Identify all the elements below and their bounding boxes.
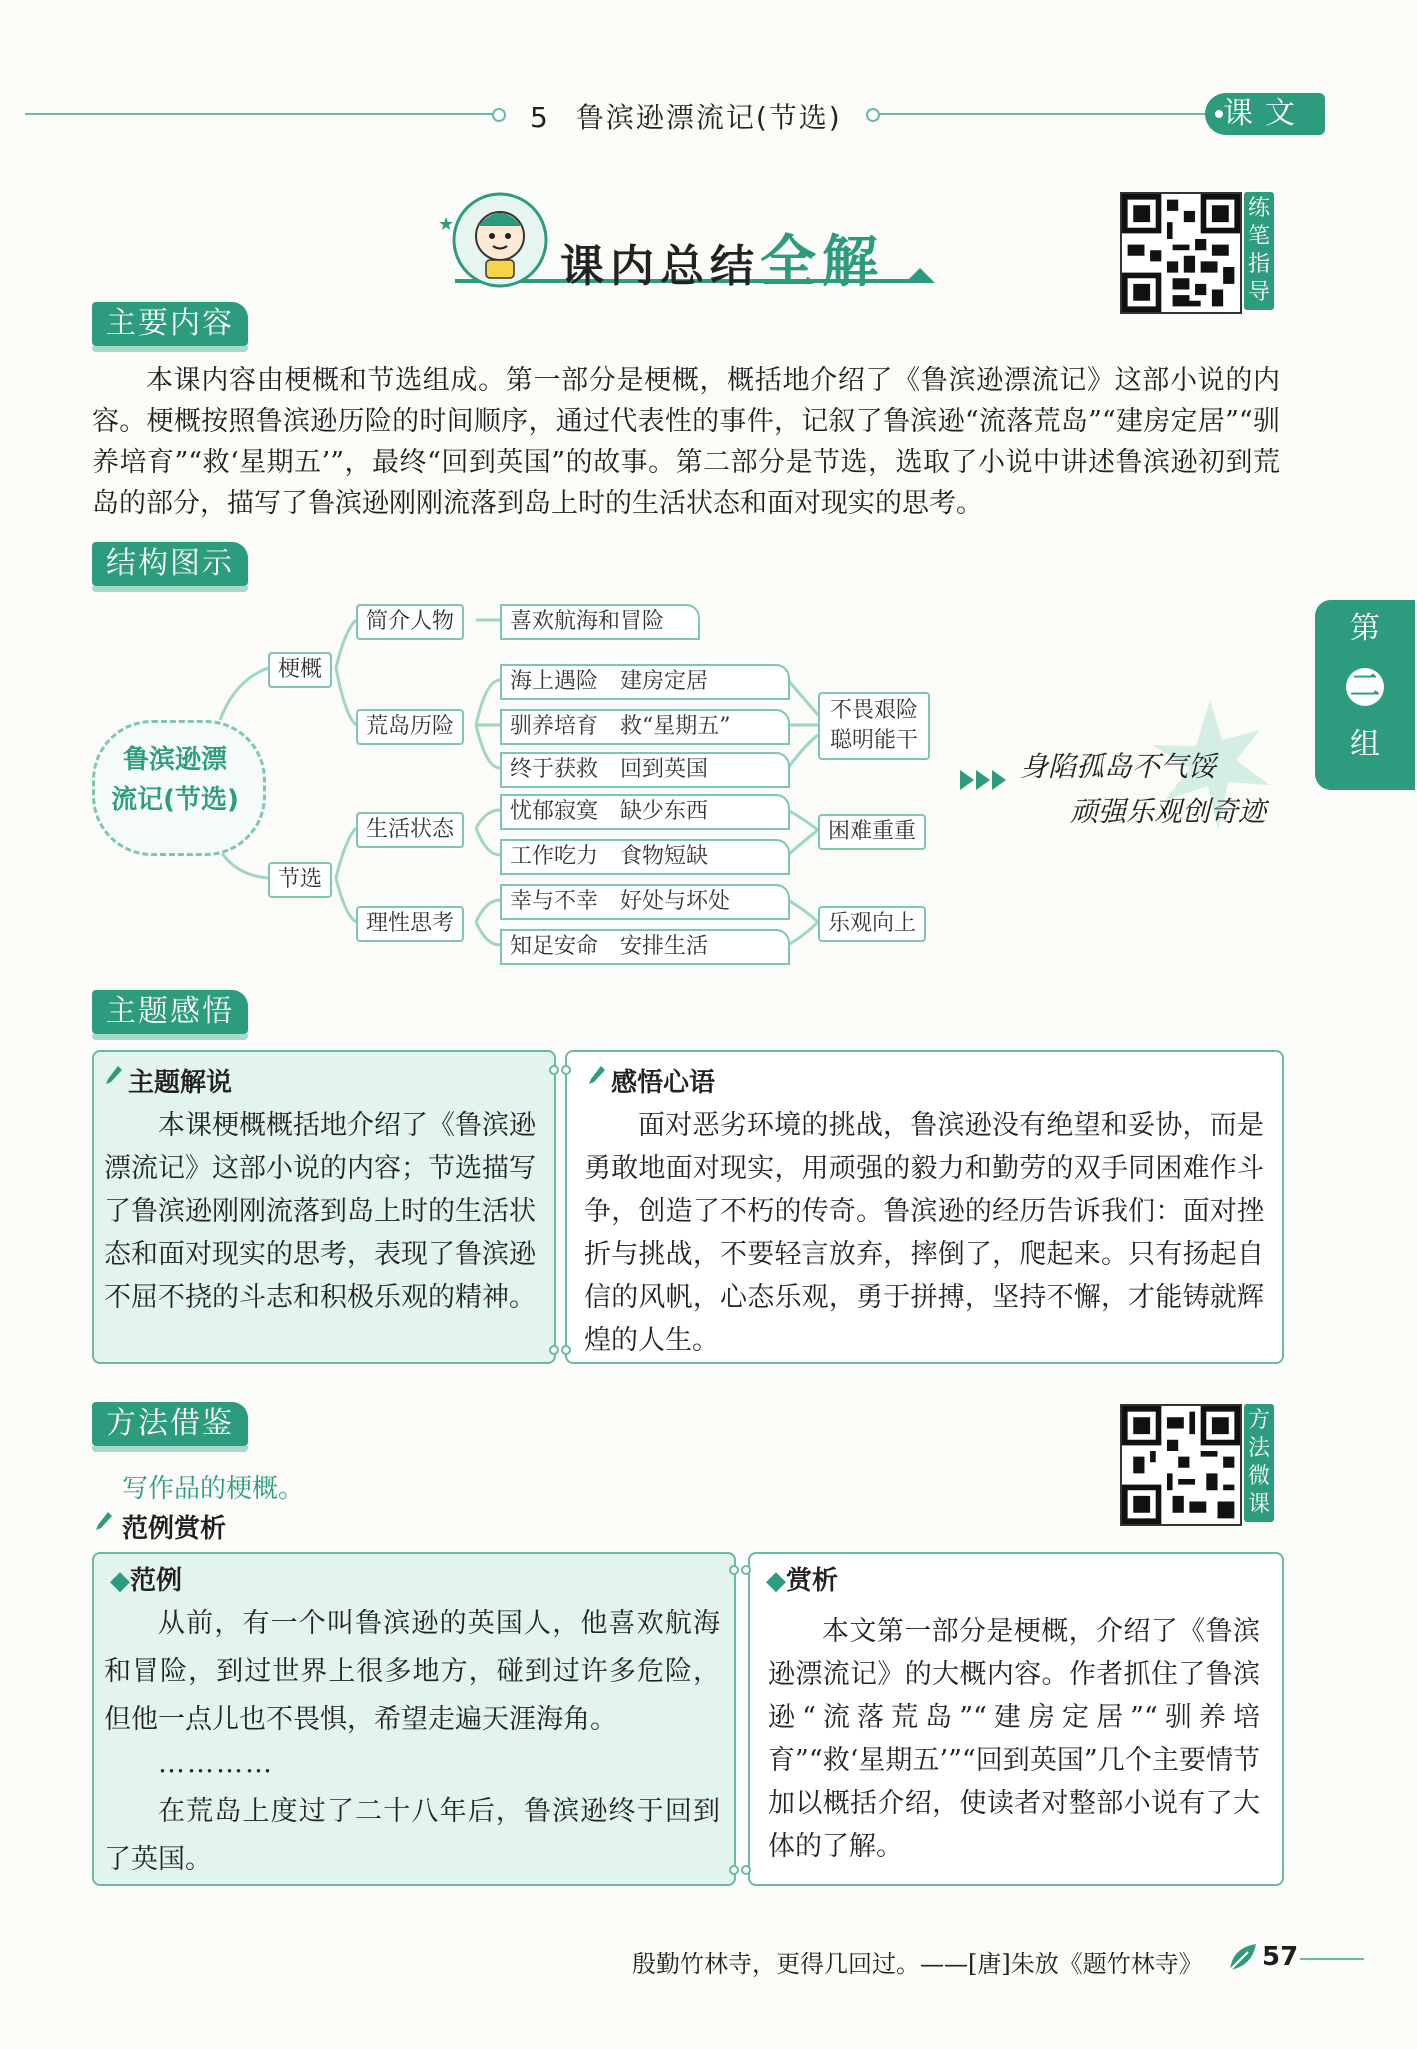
sub-island-adventure: 荒岛历险 — [356, 709, 464, 745]
example-title-text: 范例 — [130, 1566, 183, 1596]
unit-tab-number: 二 — [1346, 668, 1384, 706]
footer-rule — [1300, 1958, 1364, 1960]
sub-rational-thinking: 理性思考 — [356, 906, 464, 942]
qr-label-bottom: 方法微课 — [1244, 1404, 1274, 1522]
page-number: 57 — [1262, 1942, 1299, 1972]
branch-synopsis: 梗概 — [268, 652, 332, 688]
structure-root-line2: 流记(节选) — [111, 785, 239, 815]
theme-left-text: 本课梗概概括地介绍了《鲁滨逊漂流记》这部小说的内容；节选描写了鲁滨逊刚刚流落到岛上时的生活状态和面对现实的思考，表现了鲁滨逊不屈不挠的斗志和积极乐观的精神。 — [104, 1110, 536, 1313]
leaf-node: 终于获救 回到英国 — [500, 752, 790, 788]
sub-living-state: 生活状态 — [356, 812, 464, 848]
banner-title-normal: 课内总结 — [560, 241, 760, 292]
leaf-node: 工作吃力 食物短缺 — [500, 839, 790, 875]
pen-icon — [94, 1510, 114, 1534]
leaf-node: 幸与不幸 好处与坏处 — [500, 884, 790, 920]
diamond-icon: ◆ — [766, 1566, 786, 1596]
example-text-2: 在荒岛上度过了二十八年后，鲁滨逊终于回到了英国。 — [104, 1796, 720, 1875]
pen-icon — [587, 1064, 607, 1088]
diamond-icon: ◆ — [110, 1566, 130, 1596]
leaf-icon — [1226, 1940, 1260, 1974]
leaf-node: 喜欢航海和冒险 — [500, 604, 700, 640]
banner-title-emphasis: 全解 — [760, 230, 884, 295]
slogan-line-2: 顽强乐观创奇迹 — [1070, 795, 1267, 828]
section-tag-main-content: 主要内容 — [92, 302, 248, 346]
analysis-title — [766, 1560, 838, 1597]
example-title — [110, 1560, 182, 1597]
lesson-type-badge: 课文 — [1205, 93, 1325, 135]
analysis-text: 本文第一部分是梗概，介绍了《鲁滨逊漂流记》的大概内容。作者抓住了鲁滨逊“流落荒岛”“建房定居”“驯养培育”“救‘星期五’”“回到英国”几个主要情节加以概括介绍，使读者对整部小说有了大体的了解。 — [768, 1616, 1260, 1862]
leaf-node: 忧郁寂寞 缺少东西 — [500, 794, 790, 830]
theme-right-title: 感悟心语 — [611, 1068, 716, 1098]
branch-excerpt: 节选 — [268, 862, 332, 898]
example-ellipsis: ………… — [158, 1748, 274, 1779]
lesson-title-text: 鲁滨逊漂流记(节选) — [575, 101, 842, 134]
qr-label-top: 练笔指导 — [1244, 192, 1274, 310]
lesson-number: 5 — [530, 101, 550, 134]
section-tag-theme: 主题感悟 — [92, 990, 248, 1034]
leaf-node: 知足安命 安排生活 — [500, 929, 790, 965]
pen-icon — [104, 1064, 124, 1088]
qr-code-icon[interactable] — [1120, 1404, 1242, 1526]
sub-character-intro: 简介人物 — [356, 604, 464, 640]
leaf-node: 驯养培育 救“星期五” — [500, 709, 790, 745]
theme-right-text: 面对恶劣环境的挑战，鲁滨逊没有绝望和妥协，而是勇敢地面对现实，用顽强的毅力和勤劳的双手同困难作斗争，创造了不朽的传奇。鲁滨逊的经历告诉我们：面对挫折与挑战，不要轻言放弃，摔倒了，爬起来。只有扬起自信的风帆，心态乐观，勇于拼搏，坚持不懈，才能铸就辉煌的人生。 — [584, 1110, 1264, 1356]
analysis-title-text: 赏析 — [786, 1566, 839, 1596]
main-content-text: 本课内容由梗概和节选组成。第一部分是梗概，概括地介绍了《鲁滨逊漂流记》这部小说的内容。梗概按照鲁滨逊历险的时间顺序，通过代表性的事件，记叙了鲁滨逊“流落荒岛”“建房定居”“驯养培育”“救‘星期五’”，最终“回到英国”的故事。第二部分是节选，选取了小说中讲述鲁滨逊初到荒岛的部分，描写了鲁滨逊刚刚流落到岛上时的生活状态和面对现实的思考。 — [92, 365, 1280, 519]
summary-difficulties: 困难重重 — [818, 814, 926, 850]
theme-left-title: 主题解说 — [128, 1068, 233, 1098]
structure-root-line1: 鲁滨逊漂 — [122, 745, 227, 775]
leaf-node: 海上遇险 建房定居 — [500, 664, 790, 700]
svg-text:★: ★ — [438, 214, 455, 235]
example-text-1: 从前，有一个叫鲁滨逊的英国人，他喜欢航海和冒险，到过世界上很多地方，碰到过许多危险，但他一点儿也不畏惧，希望走遍天涯海角。 — [104, 1608, 720, 1735]
example-heading: 范例赏析 — [122, 1514, 227, 1544]
ring-connectors — [728, 1560, 752, 1880]
unit-tab-bottom: 组 — [1350, 727, 1380, 762]
method-subtitle: 写作品的梗概。 — [122, 1474, 305, 1504]
summary-brave-smart — [818, 692, 930, 760]
structure-root-label — [100, 740, 250, 820]
summary-optimistic: 乐观向上 — [818, 906, 926, 942]
footer-quote: 殷勤竹林寺，更得几回过。——[唐]朱放《题竹林寺》 — [632, 1950, 1203, 1978]
summary-line: 不畏艰险 — [830, 698, 919, 723]
section-tag-structure: 结构图示 — [92, 542, 248, 586]
slogan-line-1: 身陷孤岛不气馁 — [1020, 750, 1217, 783]
ring-connectors — [548, 1060, 572, 1360]
summary-line: 聪明能干 — [830, 728, 919, 753]
unit-tab-top: 第 — [1350, 611, 1380, 646]
section-tag-method: 方法借鉴 — [92, 1402, 248, 1446]
